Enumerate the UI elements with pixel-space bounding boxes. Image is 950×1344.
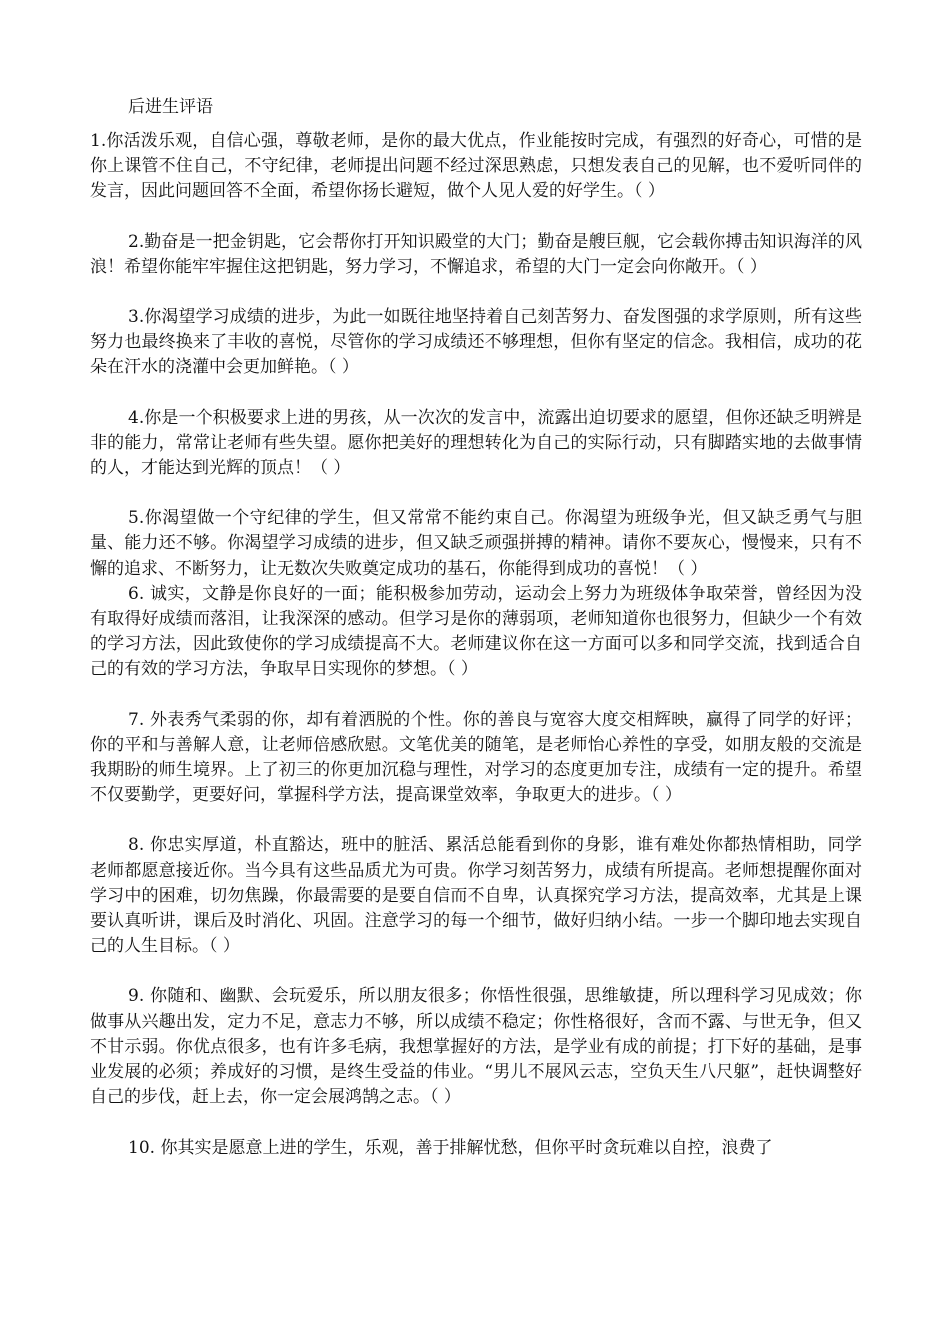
comment-paragraph-8: 8. 你忠实厚道，朴直豁达，班中的脏活、累活总能看到你的身影，谁有难处你都热情相助，同学老师都愿意接近你。当今具有这些品质尤为可贵。你学习刻苦努力，成绩有所提高。老师想提醒你面对学习中的困难，切勿焦躁，你最需要的是要自信而不自卑，认真探究学习方法，提高效率，尤其是上课要认真听讲，课后及时消化、巩固。注意学习的每一个细节，做好归纳小结。一步一个脚印地去实现自己的人生目标。（ ） <box>90 835 862 957</box>
document-page <box>90 90 862 1161</box>
comment-paragraph-1: 1.你活泼乐观，自信心强，尊敬老师，是你的最大优点，作业能按时完成，有强烈的好奇心，可惜的是你上课管不住自己，不守纪律，老师提出问题不经过深思熟虑，只想发表自己的见解，也不爱听同伴的发言，因此问题回答不全面，希望你扬长避短，做个人见人爱的好学生。（ ） <box>90 131 862 202</box>
paragraph-gap <box>90 808 862 833</box>
paragraph-gap <box>90 959 862 984</box>
comment-paragraph-7: 7. 外表秀气柔弱的你，却有着洒脱的个性。你的善良与宽容大度交相辉映，赢得了同学的好评；你的平和与善解人意，让老师倍感欣慰。文笔优美的随笔，是老师怡心养性的享受，如朋友般的交流是我期盼的师生境界。上了初三的你更加沉稳与理性，对学习的态度更加专注，成绩有一定的提升。希望不仅要勤学，更要好问，掌握科学方法，提高课堂效率，争取更大的进步。（ ） <box>90 709 862 806</box>
comment-paragraph-4: 4.你是一个积极要求上进的男孩，从一次次的发言中，流露出迫切要求的愿望，但你还缺乏明辨是非的能力，常常让老师有些失望。愿你把美好的理想转化为自己的实际行动，只有脚踏实地的去做事情的人，才能达到光辉的顶点！（ ） <box>90 407 862 479</box>
comment-paragraph-2: 2.勤奋是一把金钥匙，它会帮你打开知识殿堂的大门；勤奋是艘巨舰，它会载你搏击知识海洋的风浪！希望你能牢牢握住这把钥匙，努力学习，不懈追求，希望的大门一定会向你敞开。（ ） <box>90 231 862 277</box>
paragraph-gap <box>90 1111 862 1136</box>
paragraph-gap <box>90 381 862 406</box>
comment-paragraph-3: 3.你渴望学习成绩的进步，为此一如既往地坚持着自己刻苦努力、奋发图强的求学原则，所有这些努力也最终换来了丰收的喜悦，尽管你的学习成绩还不够理想，但你有坚定的信念。我相信，成功的花朵在汗水的浇灌中会更加鲜艳。（ ） <box>90 307 862 378</box>
comment-paragraph-9: 9. 你随和、幽默、会玩爱乐，所以朋友很多；你悟性很强，思维敏捷，所以理科学习见成效；你做事从兴趣出发，定力不足，意志力不够，所以成绩不稳定；你性格很好，含而不露、与世无争，但又不甘示弱。你优点很多，也有许多毛病，我想掌握好的方法，是学业有成的前提；打下好的基础，是事业发展的必须；养成好的习惯，是终生受益的伟业。“男儿不展风云志，空负天生八尺躯”，赶快调整好自己的步伐，赶上去，你一定会展鸿鹄之志。（ ） <box>90 986 862 1108</box>
comment-paragraph-5: 5.你渴望做一个守纪律的学生，但又常常不能约束自己。你渴望为班级争光，但又缺乏勇气与胆量、能力还不够。你渴望学习成绩的进步，但又缺乏顽强拼搏的精神。请你不要灰心，慢慢来，只有不懈的追求、不断努力，让无数次失败奠定成功的基石，你能得到成功的喜悦！（ ） <box>90 508 862 579</box>
comment-paragraph-6: 6. 诚实，文静是你良好的一面；能积极参加劳动，运动会上努力为班级体争取荣誉，曾经因为没有取得好成绩而落泪，让我深深的感动。但学习是你的薄弱项，老师知道你也很努力，但缺少一个有效的学习方法，因此致使你的学习成绩提高不大。老师建议你在这一方面可以多和同学交流，找到适合自己的有效的学习方法，争取早日实现你的梦想。（ ） <box>90 583 862 680</box>
paragraph-gap <box>90 683 862 708</box>
document-title: 后进生评语 <box>128 97 213 117</box>
paragraph-gap <box>90 280 862 305</box>
paragraph-gap <box>90 205 862 230</box>
comment-paragraph-10: 10. 你其实是愿意上进的学生，乐观，善于排解忧愁，但你平时贪玩难以自控，浪费了 <box>128 1137 773 1158</box>
paragraph-gap <box>90 481 862 506</box>
